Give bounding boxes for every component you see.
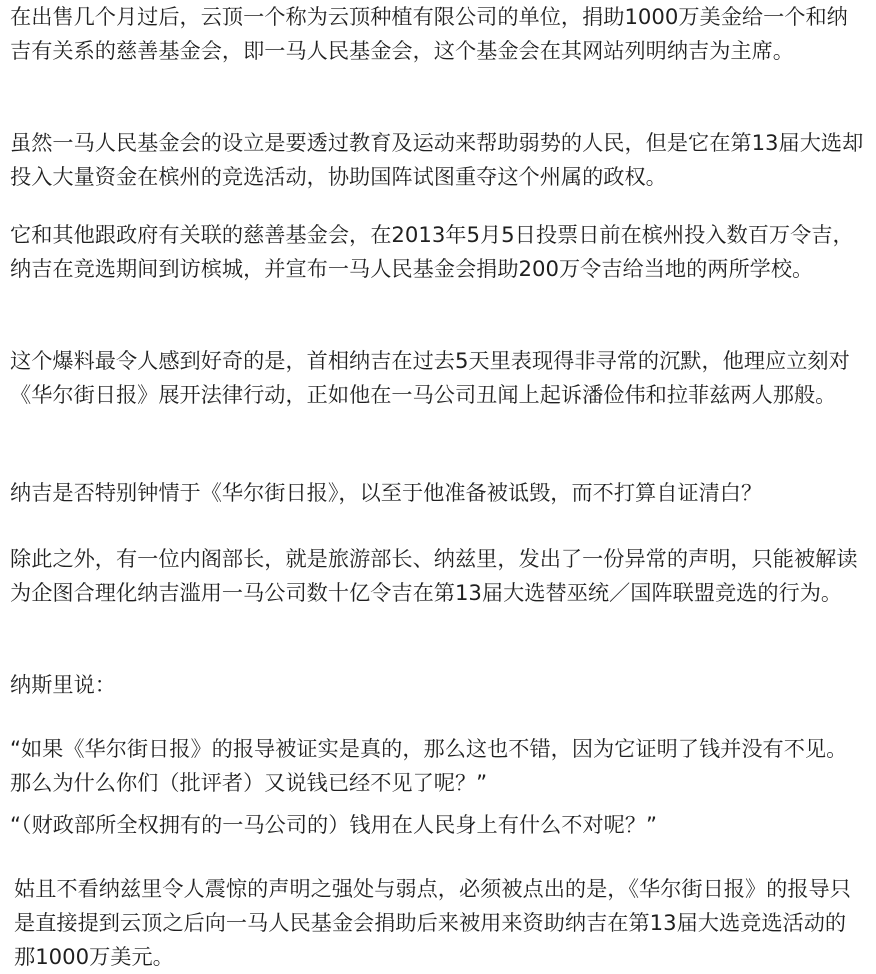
quote-paragraph-2: “（财政部所全权拥有的一马公司的）钱用在人民身上有什么不对呢？” xyxy=(10,812,657,837)
paragraph-7: 纳斯里说： xyxy=(10,672,116,697)
paragraph-3: 它和其他跟政府有关联的慈善基金会，在2013年5月5日投票日前在槟州投入数百万令吉，纳吉在竞选期间到访槟城，并宣布一马人民基金会捐助200万令吉给当地的两所学校。 xyxy=(10,222,854,281)
paragraph-1: 在出售几个月过后，云顶一个称为云顶种植有限公司的单位，捐助1000万美金给一个和纳吉有关系的慈善基金会，即一马人民基金会，这个基金会在其网站列明纳吉为主席。 xyxy=(10,4,848,63)
paragraph-2: 虽然一马人民基金会的设立是要透过教育及运动来帮助弱势的人民，但是它在第13届大选却投入大量资金在槟州的竞选活动，协助国阵试图重夺这个州属的政权。 xyxy=(10,130,864,189)
paragraph-6: 除此之外，有一位内阁部长，就是旅游部长、纳兹里，发出了一份异常的声明，只能被解读为企图合理化纳吉滥用一马公司数十亿令吉在第13届大选替巫统／国阵联盟竞选的行为。 xyxy=(10,546,858,605)
paragraph-5: 纳吉是否特别钟情于《华尔街日报》，以至于他准备被诋毁，而不打算自证清白？ xyxy=(10,480,763,505)
quote-paragraph-1: “如果《华尔街日报》的报导被证实是真的，那么这也不错，因为它证明了钱并没有不见。那么为什么你们（批评者）又说钱已经不见了呢？” xyxy=(10,736,848,795)
paragraph-4: 这个爆料最令人感到好奇的是，首相纳吉在过去5天里表现得非寻常的沉默，他理应立刻对《华尔街日报》展开法律行动，正如他在一马公司丑闻上起诉潘俭伟和拉菲兹两人那般。 xyxy=(10,348,850,407)
paragraph-final: 姑且不看纳兹里令人震惊的声明之强处与弱点，必须被点出的是，《华尔街日报》的报导只是直接提到云顶之后向一马人民基金会捐助后来被用来资助纳吉在第13届大选竞选活动的那1000万美元。 xyxy=(14,876,851,969)
